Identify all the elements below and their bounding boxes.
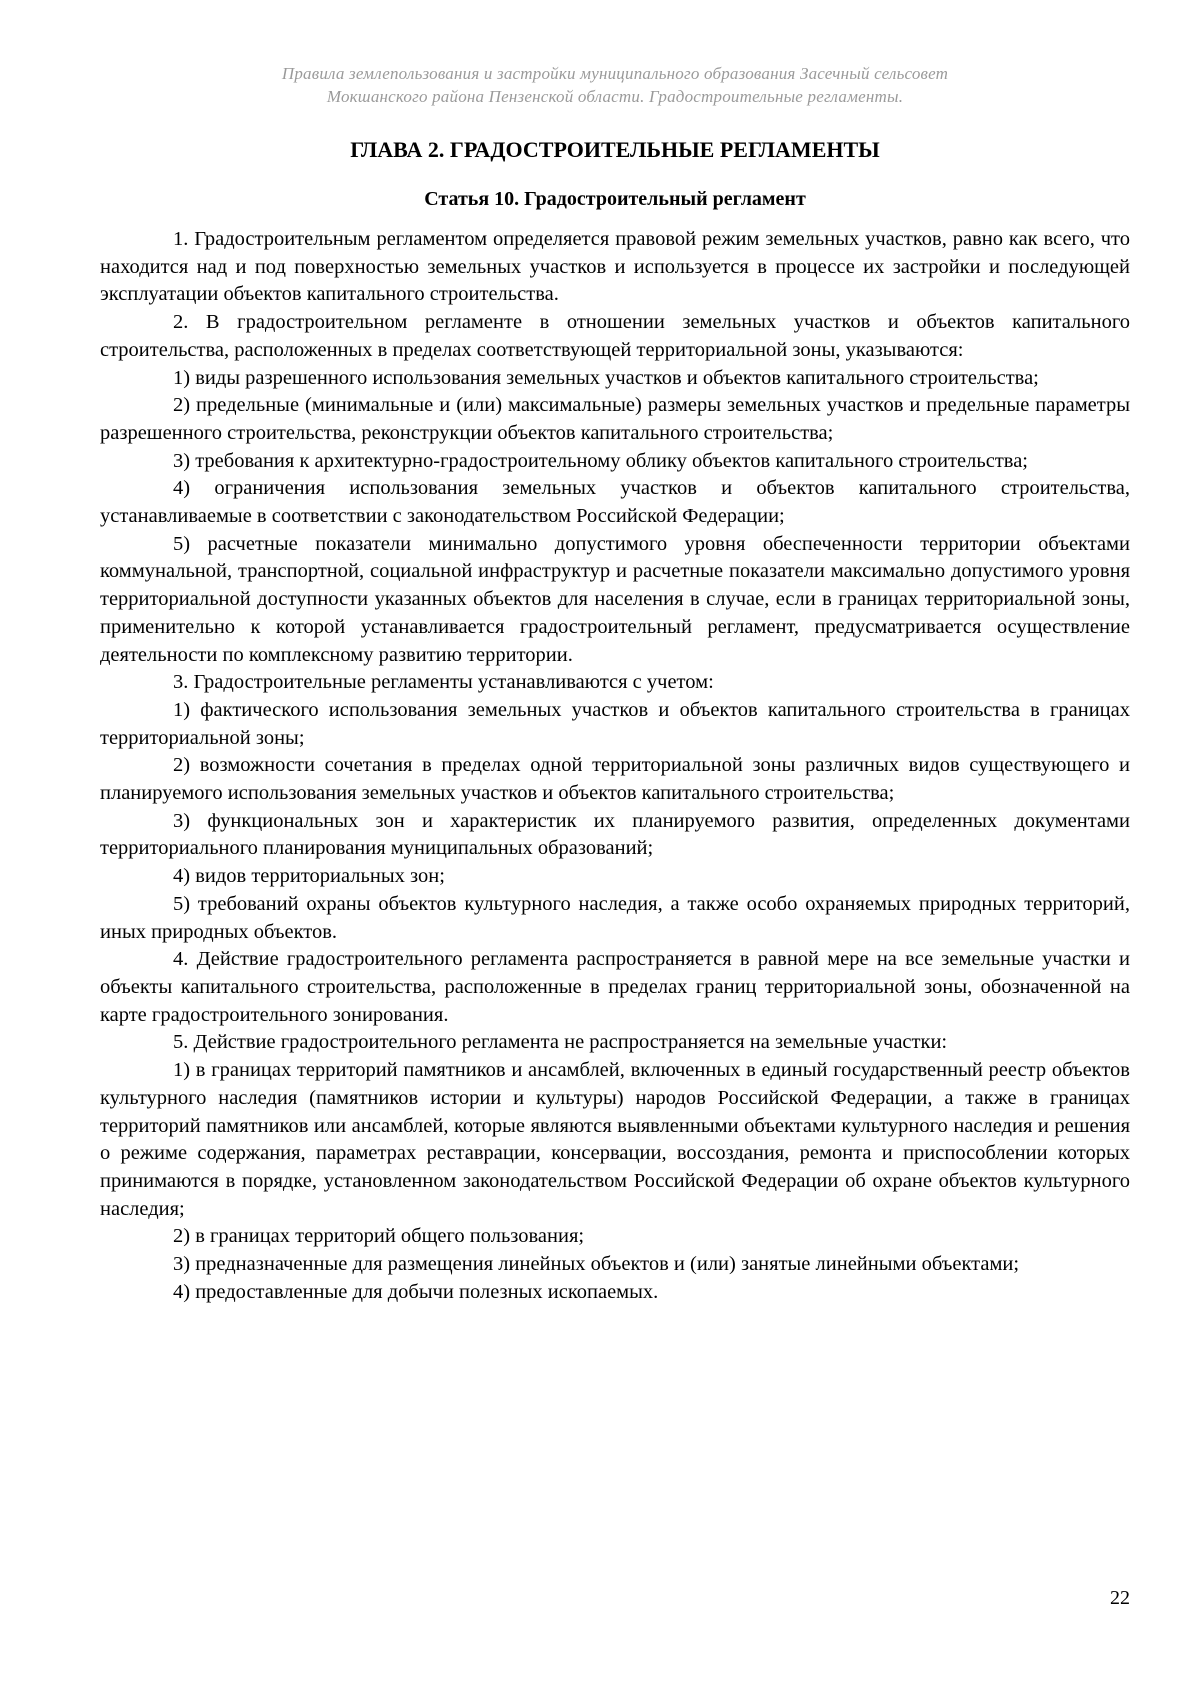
paragraph: 4. Действие градостроительного регламента распространяется в равной мере на все земельные участки и объекты капитального строительства, расположенные в пределах границ территориальной зоны, обозначенной на карте градостроительного зонирования.	[100, 948, 1130, 1026]
chapter-title: ГЛАВА 2. ГРАДОСТРОИТЕЛЬНЫЕ РЕГЛАМЕНТЫ	[350, 137, 880, 162]
article-body	[100, 226, 1130, 1306]
article-title: Статья 10. Градостроительный регламент	[424, 188, 806, 210]
page-number: 22	[1110, 1587, 1130, 1609]
list-item: 2) возможности сочетания в пределах одной территориальной зоны различных видов существующего и планируемого использования земельных участков и объектов капитального строительства;	[100, 754, 1130, 805]
paragraph: 2. В градостроительном регламенте в отношении земельных участков и объектов капитального строительства, расположенных в пределах соответствующей территориальной зоны, указываются:	[100, 311, 1130, 361]
list-item: 1) виды разрешенного использования земельных участков и объектов капитального строительства;	[173, 366, 1039, 389]
list-item: 1) фактического использования земельных участков и объектов капитального строительства в границах территориальной зоны;	[100, 698, 1130, 749]
document-page	[100, 62, 1130, 1306]
list-item: 5) расчетные показатели минимально допустимого уровня обеспеченности территории объектами коммунальной, транспортной, социальной инфраструктур и расчетные показатели максимально допустимого уровня территориальной доступности указанных объектов для населения в случае, если в границах территориальной зоны, применительно к которой устанавливается градостроительный регламент, предусматривается осуществление деятельности по комплексному развитию территории.	[100, 532, 1130, 666]
list-item: 3) предназначенные для размещения линейных объектов и (или) занятые линейными объектами;	[173, 1253, 1020, 1276]
list-item: 3) функциональных зон и характеристик их планируемого развития, определенных документами территориального планирования муниципальных образований;	[100, 809, 1130, 860]
list-item: 3) требования к архитектурно-градостроительному облику объектов капитального строительства;	[173, 449, 1028, 472]
list-item: 4) видов территориальных зон;	[173, 865, 445, 888]
running-header	[100, 62, 1130, 108]
paragraph: 5. Действие градостроительного регламента не распространяется на земельные участки:	[173, 1031, 948, 1054]
list-item: 5) требований охраны объектов культурного наследия, а также особо охраняемых природных территорий, иных природных объектов.	[100, 892, 1130, 943]
paragraph: 1. Градостроительным регламентом определяется правовой режим земельных участков, равно как всего, что находится над и под поверхностью земельных участков и используется в процессе их застройки и последующей эксплуатации объектов капитального строительства.	[100, 228, 1130, 306]
paragraph: 3. Градостроительные регламенты устанавливаются с учетом:	[173, 671, 714, 694]
list-item: 4) ограничения использования земельных участков и объектов капитального строительства, устанавливаемые в соответствии с законодательством Российской Федерации;	[100, 477, 1130, 528]
list-item: 1) в границах территорий памятников и ансамблей, включенных в единый государственный реестр объектов культурного наследия (памятников истории и культуры) народов Российской Федерации, а также в границах территорий памятников или ансамблей, которые являются выявленными объектами культурного наследия и решения о режиме содержания, параметрах реставрации, консервации, воссоздания, ремонта и приспособлении которых принимаются в порядке, установленном законодательством Российской Федерации об охране объектов культурного наследия;	[100, 1059, 1130, 1220]
list-item: 2) предельные (минимальные и (или) максимальные) размеры земельных участков и предельные параметры разрешенного строительства, реконструкции объектов капитального строительства;	[100, 394, 1130, 444]
running-header-line-1: Правила землепользования и застройки муниципального образования Засечный сельсовет	[281, 64, 949, 83]
list-item: 2) в границах территорий общего пользования;	[173, 1225, 585, 1248]
running-header-line-2: Мокшанского района Пензенской области. Градостроительные регламенты.	[326, 87, 904, 106]
list-item: 4) предоставленные для добычи полезных ископаемых.	[173, 1280, 659, 1303]
